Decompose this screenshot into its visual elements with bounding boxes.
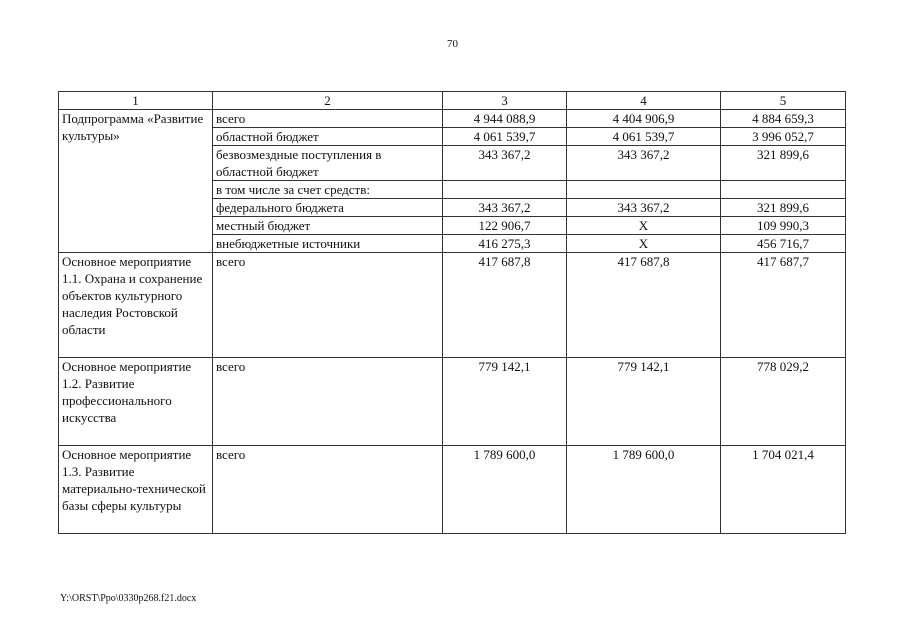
value-cell: 417 687,8 bbox=[567, 253, 721, 358]
value-cell: 343 367,2 bbox=[443, 199, 567, 217]
funding-source-cell: всего bbox=[213, 253, 443, 358]
value-cell: 4 061 539,7 bbox=[567, 128, 721, 146]
value-cell: 416 275,3 bbox=[443, 235, 567, 253]
funding-source-cell: всего bbox=[213, 358, 443, 446]
table-row bbox=[59, 110, 846, 128]
measure-name-cell: Основное мероприятие 1.3. Развитие материально-технической базы сферы культуры bbox=[59, 446, 213, 534]
column-header: 4 bbox=[567, 92, 721, 110]
value-cell: 456 716,7 bbox=[721, 235, 846, 253]
value-cell: 1 704 021,4 bbox=[721, 446, 846, 534]
funding-source-cell: всего bbox=[213, 110, 443, 128]
value-cell: 1 789 600,0 bbox=[443, 446, 567, 534]
value-cell: 321 899,6 bbox=[721, 146, 846, 181]
value-cell bbox=[721, 181, 846, 199]
value-cell: 4 884 659,3 bbox=[721, 110, 846, 128]
file-path-footer: Y:\ORST\Ppo\0330p268.f21.docx bbox=[60, 593, 197, 604]
table-row bbox=[59, 358, 846, 446]
value-cell: 779 142,1 bbox=[567, 358, 721, 446]
table-row bbox=[59, 446, 846, 534]
funding-source-cell: в том числе за счет средств: bbox=[213, 181, 443, 199]
value-cell: 778 029,2 bbox=[721, 358, 846, 446]
value-cell bbox=[567, 181, 721, 199]
funding-source-cell: местный бюджет bbox=[213, 217, 443, 235]
value-cell: 417 687,8 bbox=[443, 253, 567, 358]
page-number: 70 bbox=[447, 38, 458, 50]
value-cell: 343 367,2 bbox=[443, 146, 567, 181]
funding-source-cell: областной бюджет bbox=[213, 128, 443, 146]
value-cell: 321 899,6 bbox=[721, 199, 846, 217]
value-cell: 4 061 539,7 bbox=[443, 128, 567, 146]
funding-source-cell: безвозмездные поступления в областной бюджет bbox=[213, 146, 443, 181]
measure-name-cell: Основное мероприятие 1.1. Охрана и сохранение объектов культурного наследия Ростовской области bbox=[59, 253, 213, 358]
value-cell: 122 906,7 bbox=[443, 217, 567, 235]
funding-source-cell: федерального бюджета bbox=[213, 199, 443, 217]
table-header-row bbox=[59, 92, 846, 110]
value-cell: Х bbox=[567, 235, 721, 253]
column-header: 2 bbox=[213, 92, 443, 110]
value-cell: 417 687,7 bbox=[721, 253, 846, 358]
column-header: 3 bbox=[443, 92, 567, 110]
budget-table bbox=[58, 91, 846, 534]
funding-source-cell: внебюджетные источники bbox=[213, 235, 443, 253]
value-cell: 4 404 906,9 bbox=[567, 110, 721, 128]
value-cell: 4 944 088,9 bbox=[443, 110, 567, 128]
value-cell: 109 990,3 bbox=[721, 217, 846, 235]
value-cell: 343 367,2 bbox=[567, 199, 721, 217]
value-cell: Х bbox=[567, 217, 721, 235]
column-header: 5 bbox=[721, 92, 846, 110]
value-cell: 779 142,1 bbox=[443, 358, 567, 446]
value-cell: 3 996 052,7 bbox=[721, 128, 846, 146]
program-name-cell: Подпрограмма «Развитие культуры» bbox=[59, 110, 213, 253]
value-cell bbox=[443, 181, 567, 199]
measure-name-cell: Основное мероприятие 1.2. Развитие профессионального искусства bbox=[59, 358, 213, 446]
value-cell: 1 789 600,0 bbox=[567, 446, 721, 534]
funding-source-cell: всего bbox=[213, 446, 443, 534]
value-cell: 343 367,2 bbox=[567, 146, 721, 181]
column-header: 1 bbox=[59, 92, 213, 110]
table-row bbox=[59, 253, 846, 358]
